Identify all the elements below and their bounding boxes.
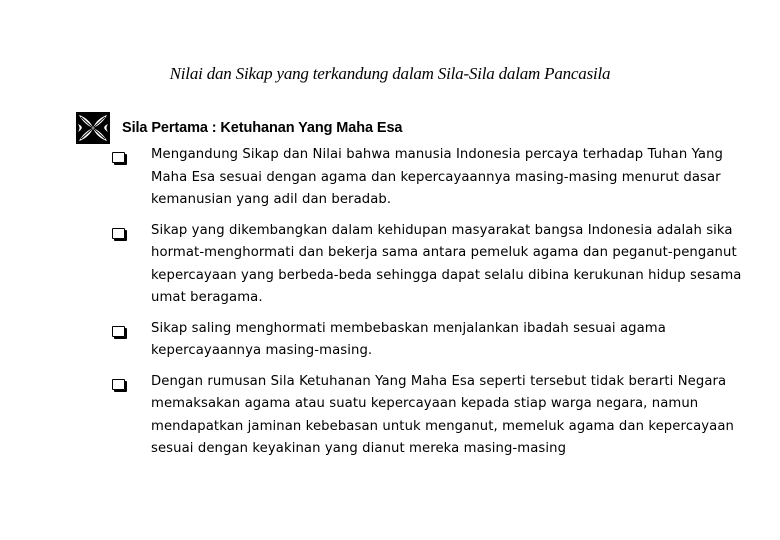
checkbox-bullet-icon — [112, 152, 125, 163]
section-heading: Sila Pertama : Ketuhanan Yang Maha Esa — [122, 120, 403, 136]
checkbox-bullet-icon — [112, 228, 125, 239]
list-item — [112, 375, 752, 461]
slide-title: Nilai dan Sikap yang terkandung dalam Sila-Sila dalam Pancasila — [169, 64, 611, 83]
list-item-text: Sikap saling menghormati membebaskan menjalankan ibadah sesuai agama kepercayaannya masing-masing. — [151, 320, 666, 358]
tribal-leaf-ornament-icon — [76, 112, 110, 144]
list-item-text: Dengan rumusan Sila Ketuhanan Yang Maha Esa seperti tersebut tidak berarti Negara memaksakan agama atau suatu kepercayaan kepada stiap warga negara, namun mendapatkan jaminan kebebasan untuk menganut, memeluk agama dan kepercayaan sesuai dengan keyakinan yang dianut mereka masing-masing — [151, 373, 734, 456]
list-item — [112, 224, 752, 310]
list-item — [112, 148, 752, 212]
section-header — [76, 112, 756, 144]
sila-pertama-section — [76, 112, 756, 456]
bullet-list — [112, 148, 752, 473]
checkbox-bullet-icon — [112, 379, 125, 390]
list-item-text: Mengandung Sikap dan Nilai bahwa manusia Indonesia percaya terhadap Tuhan Yang Maha Esa sesuai dengan agama dan kepercayaannya masing-masing menurut dasar kemanusian yang adil dan beradab. — [151, 147, 724, 207]
list-item — [112, 322, 752, 363]
checkbox-bullet-icon — [112, 326, 125, 337]
list-item-text: Sikap yang dikembangkan dalam kehidupan masyarakat bangsa Indonesia adalah sika hormat-menghormati dan bekerja sama antara pemeluk agama dan peganut-penganut kepercayaan yang berbeda-beda sehingga dapat selalu dibina kerukunan hidup sesama umat beragama. — [151, 222, 742, 305]
